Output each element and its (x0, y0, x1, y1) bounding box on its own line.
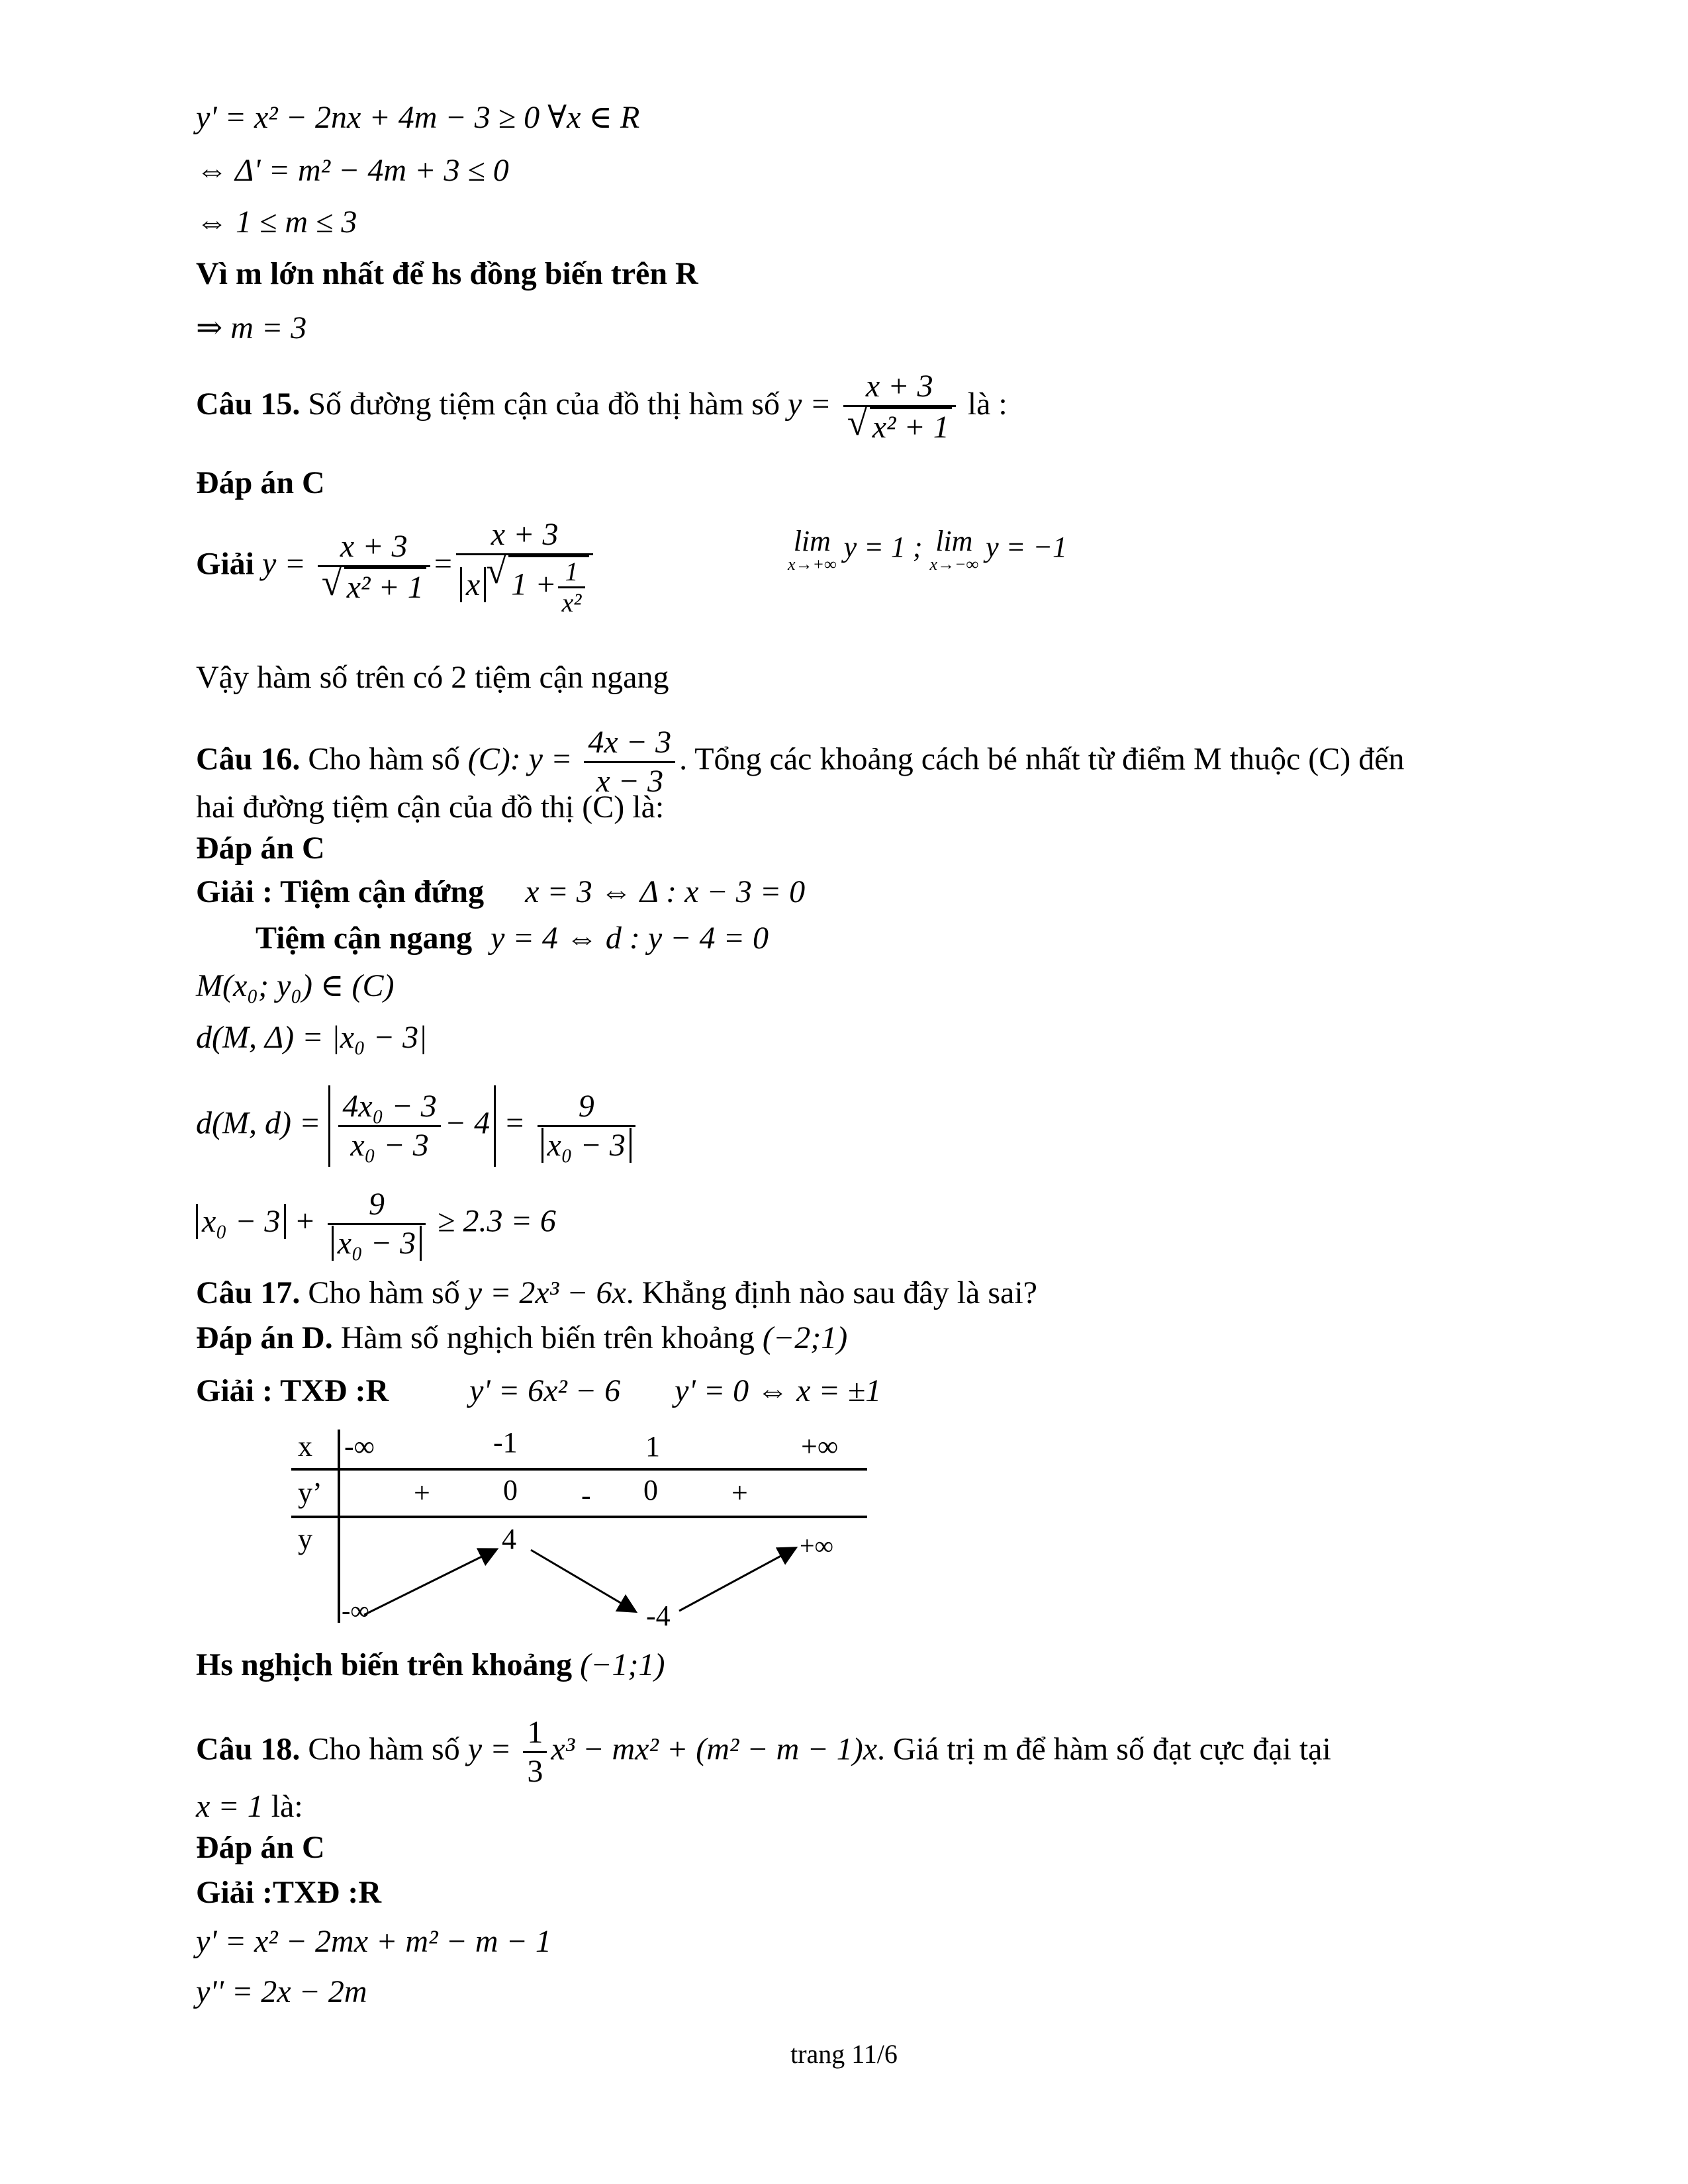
denominator (318, 567, 430, 606)
fraction (318, 528, 430, 606)
limit-value-1: y = 1 ; (843, 531, 923, 564)
question-tail: là : (967, 387, 1008, 422)
derivative: y' = 6x² − 6 (469, 1373, 621, 1408)
question-16-cont: hai đường tiệm cận của đồ thị (C) là: (196, 790, 665, 825)
arrow-up-1 (364, 1550, 495, 1615)
math-x-eq-1: x = 1 (196, 1789, 263, 1824)
denominator: x₀ − 3 (541, 1128, 632, 1163)
y-value: +∞ (800, 1531, 834, 1561)
solution-label: Giải : Tiệm cận đứng (196, 874, 485, 909)
sign: + (731, 1477, 748, 1509)
solution-15: Giải y = x + 3 √ x² + 1 = x + 3 x√ 1 + $\frac{1}{\text{x²}}$ (196, 516, 597, 617)
line-max-m-statement: Vì m lớn nhất để hs đồng biến trên R (196, 256, 698, 291)
question-18 (196, 1714, 1331, 1790)
solution-18: Giải :TXĐ :R (196, 1875, 381, 1910)
x-value: -1 (493, 1426, 518, 1459)
numerator: x + 3 (318, 528, 430, 567)
y-value: -∞ (342, 1596, 369, 1625)
row-label-x: x (298, 1430, 312, 1463)
abs-term: x₀ − 3 (196, 1204, 286, 1239)
conclusion-15: Vậy hàm số trên có 2 tiệm cận ngang (196, 660, 669, 695)
y-max: 4 (502, 1523, 516, 1555)
numerator: x + 3 (843, 368, 956, 407)
x-value: -∞ (344, 1430, 375, 1463)
solution-17 (196, 1371, 881, 1411)
fraction (843, 368, 956, 446)
vertical-asymptote (196, 872, 805, 912)
denominator: 3 (527, 1754, 543, 1789)
plus: + (294, 1203, 316, 1239)
inequality (196, 1186, 556, 1262)
x-value: +∞ (801, 1430, 839, 1463)
denominator (456, 555, 593, 617)
question-text-2: . Giá trị m để hàm số đạt cực đại tại (877, 1731, 1331, 1767)
answer-18: Đáp án C (196, 1830, 325, 1865)
minus-four: − 4 (444, 1105, 491, 1141)
denominator (843, 407, 956, 446)
question-18-cont (196, 1787, 303, 1827)
fraction-2 (538, 1088, 635, 1164)
solution-label: Giải (196, 546, 255, 582)
inner-denominator: x² (561, 588, 582, 617)
row-label-yprime: y’ (298, 1477, 322, 1509)
first-derivative: y' = x² − 2mx + m² − m − 1 (196, 1924, 551, 1959)
derivative-zero: y' = 0 ⇔ x = ±1 (675, 1373, 882, 1408)
line-derivative-condition: y' = x² − 2nx + 4m − 3 ≥ 0 ∀x ∈ R (196, 100, 640, 135)
answer-15: Đáp án C (196, 465, 325, 500)
conclusion-interval: (−1;1) (580, 1647, 665, 1682)
question-tail: là: (271, 1789, 303, 1824)
limit-value-2: y = −1 (986, 531, 1068, 564)
distance-to-d (196, 1085, 639, 1167)
fraction (523, 1714, 547, 1790)
arrow-down (531, 1550, 634, 1611)
solution-label: Tiệm cận ngang (256, 921, 473, 956)
zero: 0 (643, 1474, 658, 1506)
question-15 (196, 368, 1008, 446)
question-label: Câu 15. (196, 387, 301, 422)
fraction (328, 1186, 426, 1262)
math-y: y = (787, 387, 831, 422)
math-func: y = 2x³ − 6x (467, 1275, 626, 1310)
conclusion-17 (196, 1645, 665, 1685)
zero: 0 (503, 1474, 518, 1506)
inner-numerator: 1 (558, 557, 586, 588)
line-delta-condition: ⇔ Δ' = m² − 4m + 3 ≤ 0 (196, 153, 509, 188)
question-label: Câu 16. (196, 741, 301, 777)
conclusion-text: Hs nghịch biến trên khoảng (196, 1647, 573, 1682)
numerator: x + 3 (456, 516, 593, 555)
fraction (338, 1088, 440, 1164)
line-m-range: ⇔ 1 ≤ m ≤ 3 (196, 205, 357, 240)
result: ≥ 2.3 = 6 (438, 1203, 556, 1239)
question-label: Câu 18. (196, 1731, 301, 1767)
equals: = (504, 1105, 526, 1141)
question-text: Cho hàm số (308, 1275, 460, 1310)
table-lines (291, 1430, 874, 1628)
answer-label: Đáp án D. (196, 1320, 333, 1355)
math-y: y = (467, 1731, 512, 1767)
row-label-y: y (298, 1523, 312, 1555)
point-M: M(x₀; y₀) ∈ (C) (196, 968, 395, 1003)
numerator: 9 (328, 1186, 426, 1225)
question-text-2: . Khẳng định nào sau đây là sai? (626, 1275, 1037, 1310)
numerator: 1 (523, 1714, 547, 1753)
math-y: y = (262, 546, 306, 582)
question-label: Câu 17. (196, 1275, 301, 1310)
horizontal-asymptote (256, 919, 769, 958)
solution-label: Giải : TXĐ :R (196, 1373, 389, 1408)
second-derivative: y'' = 2x − 2m (196, 1974, 367, 2009)
denominator: x₀ − 3 (350, 1128, 429, 1163)
page-number: trang 11/6 (790, 2039, 898, 2069)
sign: + (414, 1477, 430, 1509)
radicand: x² + 1 (344, 567, 426, 606)
question-17 (196, 1273, 1037, 1313)
math-func: (C): y = (467, 741, 573, 777)
limits (788, 527, 1067, 573)
variation-table (291, 1426, 874, 1632)
arrow-up-2 (679, 1549, 794, 1611)
numerator: 4x − 3 (584, 724, 675, 763)
numerator: 4x₀ − 3 (338, 1088, 440, 1127)
answer-16: Đáp án C (196, 831, 325, 866)
sign: - (581, 1479, 591, 1512)
one-plus: 1 + (511, 567, 557, 602)
radicand: x² + 1 (870, 407, 952, 446)
y-min: -4 (646, 1600, 671, 1632)
numerator: 9 (538, 1088, 635, 1127)
math-expression: y = 4 ⇔ d : y − 4 = 0 (491, 921, 769, 956)
x-value: 1 (645, 1430, 660, 1463)
abs-x: x (460, 567, 486, 602)
answer-17 (196, 1318, 847, 1358)
line-m-result: ⇒ m = 3 (196, 310, 307, 345)
math-expression: x = 3 ⇔ Δ : x − 3 = 0 (525, 874, 806, 909)
denominator: x₀ − 3 (332, 1226, 422, 1261)
distance-to-delta: d(M, Δ) = |x₀ − 3| (196, 1020, 428, 1055)
fraction-2 (456, 516, 593, 617)
denominator: x − 3 (596, 764, 664, 799)
answer-interval: (−2;1) (762, 1320, 848, 1355)
question-text: Số đường tiệm cận của đồ thị hàm số (308, 387, 780, 422)
question-text: Cho hàm số (308, 1731, 460, 1767)
math-func: x³ − mx² + (m² − m − 1)x (551, 1731, 878, 1767)
limit-plus-infinity: lim x→+∞ (788, 525, 837, 574)
lhs: d(M, d) = (196, 1105, 321, 1141)
question-text-2: . Tổng các khoảng cách bé nhất từ điểm M thuộc (C) đến (679, 741, 1405, 777)
answer-text: Hàm số nghịch biến trên khoảng (340, 1320, 755, 1355)
question-text: Cho hàm số (308, 741, 460, 777)
limit-minus-infinity: lim x→−∞ (929, 525, 979, 574)
